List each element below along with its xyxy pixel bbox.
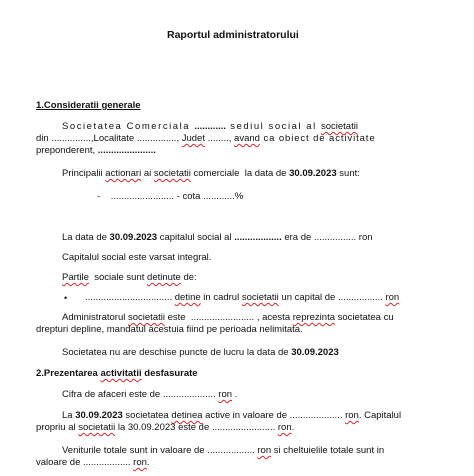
paragraph-work-points: Societatea nu are deschise puncte de lucru la data de 30.09.2023 xyxy=(62,347,339,358)
shareholding-list-item: ................................. detine in cadrul societatii un capital de ................. ron xyxy=(85,292,400,303)
paragraph-company-line-3: preponderent, ...................... xyxy=(36,145,156,156)
paragraph-assets-line-2: propriu al societatii la 30.09.2023 este de ........................ ron. xyxy=(36,422,295,433)
shareholder-list-item: - ........................ - cota ............% xyxy=(97,191,244,202)
paragraph-shareholders: Principalii actionari ai societatii comerciale la data de 30.09.2023 sunt: xyxy=(62,168,360,179)
paragraph-assets-line-1: La 30.09.2023 societatea detinea active in valoare de .................... ron. Capitalul xyxy=(62,410,402,421)
paragraph-company-line-2: din ...............,Localitate ..............., Judet ........, avand ca obiect de activitate xyxy=(36,133,376,144)
paragraph-share-capital: La data de 30.09.2023 capitalul social al .................. era de ................ ron xyxy=(62,232,373,243)
page-title: Raportul administratorului xyxy=(167,29,299,41)
paragraph-revenues-line-1: Veniturile totale sunt in valoare de .................. ron si cheltuielile totale sunt in xyxy=(62,445,385,456)
paragraph-company-line-1: Societatea Comerciala ............ sediul social al societatii xyxy=(62,121,358,132)
bullet-icon: • xyxy=(64,293,68,303)
paragraph-revenues-line-2: valoare de .................. ron. xyxy=(36,457,150,468)
section-1-heading: 1.Consideratii generale xyxy=(36,100,141,111)
paragraph-capital-paid: Capitalul social este varsat integral. xyxy=(62,252,212,263)
paragraph-administrator-line-1: Administratorul societatii este ........................ , acesta reprezinta societatea cu xyxy=(62,312,394,323)
paragraph-administrator-line-2: drepturi depline, mandatul acestuia fiind pe perioada nelimitata. xyxy=(36,324,303,335)
section-2-heading: 2.Prezentarea activitatii desfasurate xyxy=(36,368,198,379)
paragraph-shares-held: Partile sociale sunt detinute de: xyxy=(62,272,197,283)
paragraph-turnover: Cifra de afaceri este de .................... ron . xyxy=(62,389,238,400)
